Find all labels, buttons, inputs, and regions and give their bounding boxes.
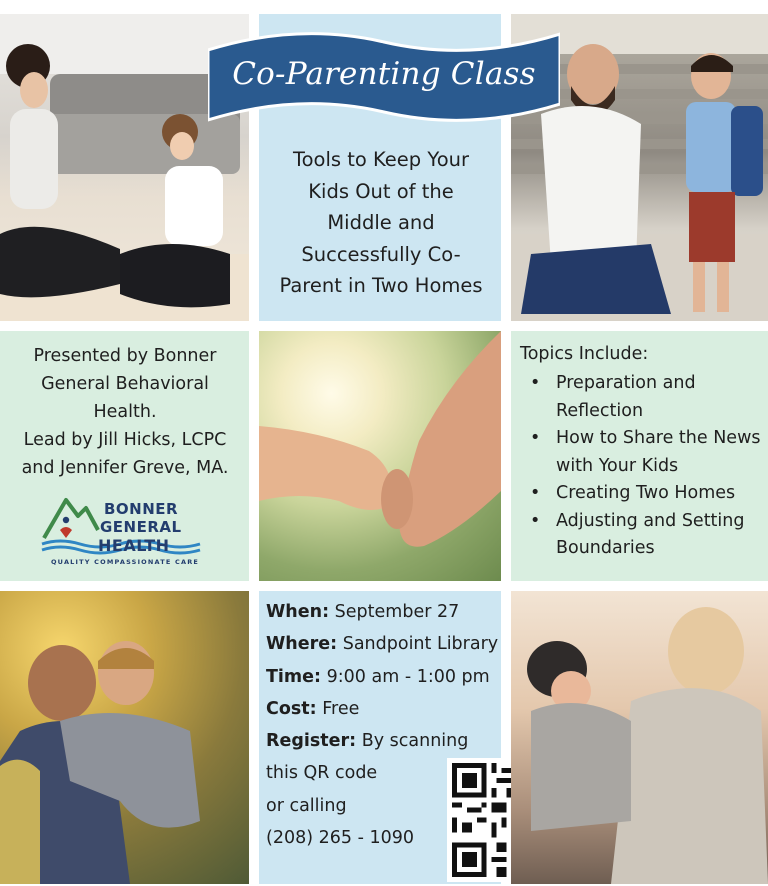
time-value: 9:00 am - 1:00 pm: [326, 666, 490, 687]
cost-value: Free: [322, 698, 360, 719]
presenter-line: General Behavioral: [41, 374, 209, 394]
when-label: When:: [266, 602, 330, 622]
presenter-line: Health.: [93, 402, 157, 422]
register-row: [266, 725, 500, 757]
topic-text: Creating Two Homes: [556, 483, 736, 503]
presenter-line: Lead by Jill Hicks, LCPC: [23, 430, 227, 450]
bullet-icon: •: [530, 510, 541, 531]
photo-holding-hands: [259, 331, 501, 581]
logo-text: GENERAL: [100, 518, 182, 536]
presenter-line: Presented by Bonner: [33, 346, 217, 366]
subtitle-line: Kids Out of the: [308, 179, 454, 203]
when-row: [266, 596, 500, 628]
where-value: Sandpoint Library: [342, 634, 499, 655]
topics-list: [524, 370, 762, 563]
logo-tagline: QUALITY COMPASSIONATE CARE: [50, 558, 200, 566]
cost-row: [266, 693, 500, 725]
bullet-icon: •: [530, 428, 541, 448]
when-value: September 27: [334, 602, 460, 622]
subtitle-line: Successfully Co-: [301, 242, 461, 266]
topic-item: [524, 508, 762, 563]
photo-illustration: [259, 331, 501, 581]
logo-text: HEALTH: [98, 536, 170, 555]
register-line-calling: or calling: [266, 795, 347, 816]
topic-text: Preparation and Reflection: [556, 373, 696, 421]
bonner-general-health-logo: [40, 486, 210, 568]
topic-item: [524, 425, 762, 480]
subtitle: [268, 144, 494, 302]
photo-illustration: [0, 591, 249, 884]
subtitle-line: Tools to Keep Your: [292, 148, 470, 171]
cost-label: Cost:: [266, 698, 317, 719]
photo-illustration: [511, 591, 768, 884]
photo-father-carrying-child: [0, 591, 249, 884]
bullet-icon: •: [530, 483, 541, 503]
subtitle-line: Middle and: [327, 211, 435, 234]
topic-text: Adjusting and Setting Boundaries: [556, 510, 745, 558]
time-row: [266, 661, 500, 693]
title-banner: [208, 28, 560, 124]
topic-item: [524, 480, 762, 508]
presenter-line: and Jennifer Greve, MA.: [21, 458, 229, 478]
presenter-text: [8, 342, 242, 482]
topic-item: [524, 370, 762, 425]
time-label: Time:: [266, 666, 322, 687]
where-row: [266, 628, 500, 660]
subtitle-line: Parent in Two Homes: [279, 274, 483, 297]
page-title: Co-Parenting Class: [232, 56, 536, 92]
where-label: Where:: [266, 634, 338, 655]
phone-number[interactable]: (208) 265 - 1090: [266, 828, 414, 849]
logo-text: BONNER: [104, 500, 179, 518]
register-label: Register:: [266, 731, 357, 752]
topics-heading: Topics Include:: [520, 344, 649, 364]
photo-mother-and-child-sunset: [511, 591, 768, 884]
register-line-qr: this QR code: [266, 763, 378, 784]
register-value: By scanning: [361, 731, 469, 752]
topic-text: How to Share the News with Your Kids: [556, 428, 761, 476]
bullet-icon: •: [530, 373, 541, 393]
